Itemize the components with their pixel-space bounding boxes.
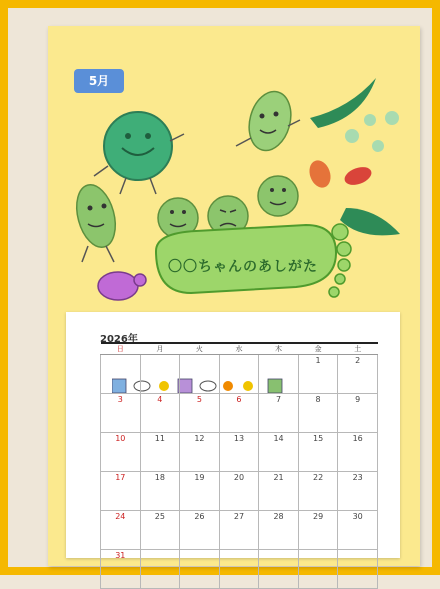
calendar-day: 19 (180, 472, 220, 511)
calendar-day: 26 (180, 511, 220, 550)
calendar-day: 6 (219, 394, 259, 433)
calendar-day: 2 (338, 355, 378, 394)
calendar-body (101, 355, 378, 589)
red-bean-icon (306, 157, 334, 190)
weekday-3: 水 (219, 343, 259, 355)
calendar-day (180, 355, 220, 394)
calendar-day (219, 355, 259, 394)
calendar-year: 2026年 (100, 334, 138, 345)
calendar-day: 17 (101, 472, 141, 511)
calendar-week (101, 511, 378, 550)
calendar-day: 24 (101, 511, 141, 550)
big-pea-icon (104, 112, 172, 180)
weekday-1: 月 (140, 343, 180, 355)
calendar-day: 16 (338, 433, 378, 472)
calendar-day: 5 (180, 394, 220, 433)
calendar-sheet (66, 312, 400, 558)
calendar-week (101, 355, 378, 394)
calendar-day: 14 (259, 433, 299, 472)
calendar-week (101, 472, 378, 511)
calendar-day: 27 (219, 511, 259, 550)
calendar-day: 10 (101, 433, 141, 472)
month-label: 5月 (88, 74, 110, 88)
calendar-day (298, 550, 338, 589)
calendar-day: 30 (338, 511, 378, 550)
red-bean-2-icon (342, 164, 374, 189)
calendar-day: 11 (140, 433, 180, 472)
calendar-day: 18 (140, 472, 180, 511)
month-tag (74, 69, 124, 93)
calendar-day: 13 (219, 433, 259, 472)
calendar-day: 29 (298, 511, 338, 550)
calendar-day: 15 (298, 433, 338, 472)
calendar-day: 9 (338, 394, 378, 433)
calendar-day (259, 355, 299, 394)
weekday-6: 土 (338, 343, 378, 355)
calendar-day (259, 550, 299, 589)
calendar-day: 28 (259, 511, 299, 550)
calendar-day: 1 (298, 355, 338, 394)
calendar-week (101, 550, 378, 589)
calendar-day: 25 (140, 511, 180, 550)
calendar-day: 20 (219, 472, 259, 511)
pea-pod-bottom-icon (340, 208, 400, 235)
calendar-week (101, 394, 378, 433)
calendar-day (140, 550, 180, 589)
calendar-day: 4 (140, 394, 180, 433)
calendar-day: 31 (101, 550, 141, 589)
calendar-day (140, 355, 180, 394)
calendar-day: 21 (259, 472, 299, 511)
calendar-grid (100, 342, 378, 589)
weekday-4: 木 (259, 343, 299, 355)
calendar-day: 8 (298, 394, 338, 433)
calendar-day: 22 (298, 472, 338, 511)
pea-3-icon (258, 176, 298, 216)
weekday-5: 金 (298, 343, 338, 355)
bean-left-icon (70, 180, 121, 251)
weekday-2: 火 (180, 343, 220, 355)
calendar-day (338, 550, 378, 589)
calendar-day: 3 (101, 394, 141, 433)
calendar-day: 7 (259, 394, 299, 433)
calendar-day: 23 (338, 472, 378, 511)
footprint-caption: 〇〇ちゃんのあしがた (168, 259, 318, 275)
weekday-0: 日 (101, 343, 141, 355)
bean-top-icon (243, 87, 297, 155)
calendar-day (101, 355, 141, 394)
calendar-day (219, 550, 259, 589)
poster-paper (48, 26, 420, 566)
turtle-icon (98, 272, 138, 300)
calendar-day (180, 550, 220, 589)
calendar-week (101, 433, 378, 472)
weekday-header (101, 343, 378, 355)
calendar-day: 12 (180, 433, 220, 472)
